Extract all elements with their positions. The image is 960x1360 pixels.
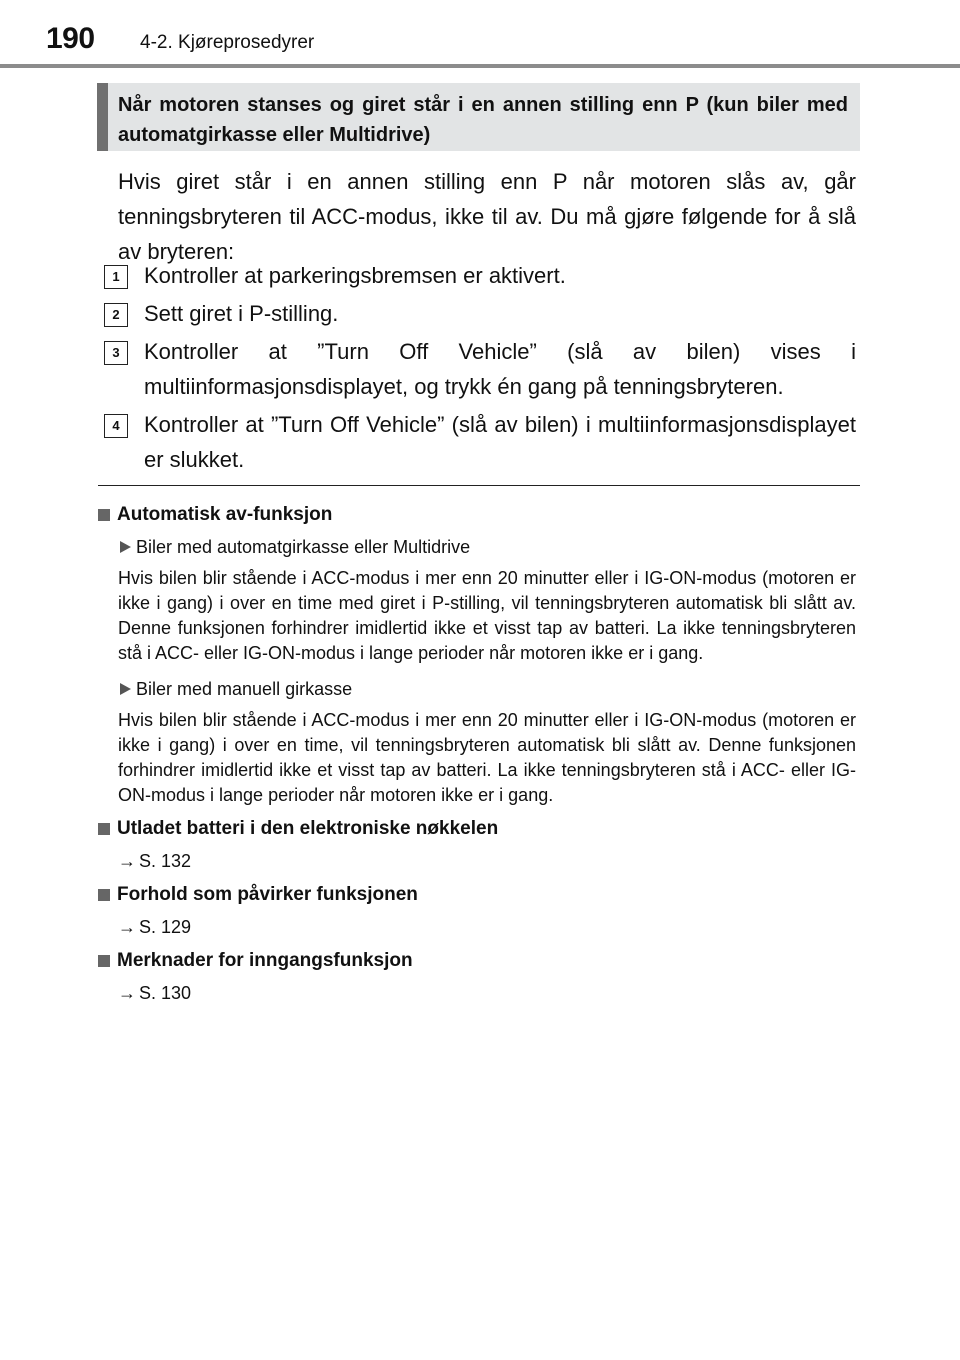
intro-paragraph: Hvis giret står i en annen stilling enn P når motoren slås av, går tenningsbryteren til ACC-modus, ikke til av. Du må gjøre følgende for å slå av bryteren: [118, 169, 856, 264]
info-paragraph-manual: Hvis bilen blir stående i ACC-modus i mer enn 20 minutter eller i IG-ON-modus (motoren er ikke i gang) i over en time, vil tenningsbryteren automatisk bli slått av. Denne funksjonen forhindrer imidlertid ikke et visst tap av batteri. La ikke tenningsbryteren stå i ACC- eller IG-ON-modus i lange perioder når motoren ikke er i gang. [118, 710, 856, 805]
step-number-badge: 4 [104, 414, 128, 438]
step-item [104, 296, 856, 331]
sub-heading-text: Biler med automatgirkasse eller Multidrive [136, 537, 471, 557]
page-reference-text[interactable]: S. 132 [139, 851, 192, 871]
step-list [104, 258, 856, 480]
section-title: Når motoren stanses og giret står i en annen stilling enn P (kun biler med automatgirkasse eller Multidrive) [118, 94, 848, 146]
info-section [98, 496, 856, 1006]
chapter-title: 4-2. Kjøreprosedyrer [140, 32, 315, 53]
step-item [104, 407, 856, 477]
section-divider [98, 485, 860, 486]
square-bullet-icon [98, 889, 110, 901]
step-item [104, 258, 856, 293]
arrow-right-icon: → [118, 851, 136, 871]
arrow-right-icon: → [118, 983, 136, 1003]
page-number: 190 [46, 22, 95, 55]
step-number-badge: 1 [104, 265, 128, 289]
square-bullet-icon [98, 823, 110, 835]
info-heading-notes [98, 948, 856, 974]
info-heading-text: Automatisk av-funksjon [117, 504, 333, 525]
page-reference-text[interactable]: S. 130 [139, 983, 192, 1003]
step-item [104, 334, 856, 404]
sub-heading-text: Biler med manuell girkasse [136, 679, 353, 699]
page-reference[interactable] [118, 914, 856, 940]
info-heading-text: Forhold som påvirker funksjonen [117, 884, 418, 905]
page-reference-text[interactable]: S. 129 [139, 917, 192, 937]
triangle-bullet-icon [120, 541, 131, 553]
info-heading-text: Utladet batteri i den elektroniske nøkkelen [117, 818, 499, 839]
step-number-badge: 2 [104, 303, 128, 327]
step-text: Kontroller at parkeringsbremsen er aktivert. [144, 263, 566, 288]
step-text: Sett giret i P-stilling. [144, 301, 339, 326]
info-heading-text: Merknader for inngangsfunksjon [117, 950, 413, 971]
triangle-bullet-icon [120, 683, 131, 695]
page-reference[interactable] [118, 848, 856, 874]
section-heading-box [97, 83, 860, 151]
info-heading-battery [98, 816, 856, 842]
square-bullet-icon [98, 955, 110, 967]
sub-heading-manual [98, 676, 856, 702]
step-text: Kontroller at ”Turn Off Vehicle” (slå av bilen) vises i multiinformasjonsdisplayet, og trykk én gang på tenningsbryteren. [144, 339, 856, 399]
header-rule [0, 64, 960, 68]
info-paragraph-automatic: Hvis bilen blir stående i ACC-modus i mer enn 20 minutter eller i IG-ON-modus (motoren er ikke i gang) i over en time med giret i P-stilling, vil tenningsbryteren automatisk bli slått av. Denne funksjonen forhindrer imidlertid ikke et visst tap av batteri. La ikke tenningsbryteren stå i ACC- eller IG-ON-modus i lange perioder når motoren ikke er i gang. [118, 568, 856, 663]
info-heading-conditions [98, 882, 856, 908]
page-reference[interactable] [118, 980, 856, 1006]
square-bullet-icon [98, 509, 110, 521]
info-heading-auto-off [98, 502, 856, 528]
arrow-right-icon: → [118, 917, 136, 937]
step-text: Kontroller at ”Turn Off Vehicle” (slå av bilen) i multiinformasjonsdisplayet er slukket. [144, 412, 856, 472]
sub-heading-automatic [98, 534, 856, 560]
step-number-badge: 3 [104, 341, 128, 365]
